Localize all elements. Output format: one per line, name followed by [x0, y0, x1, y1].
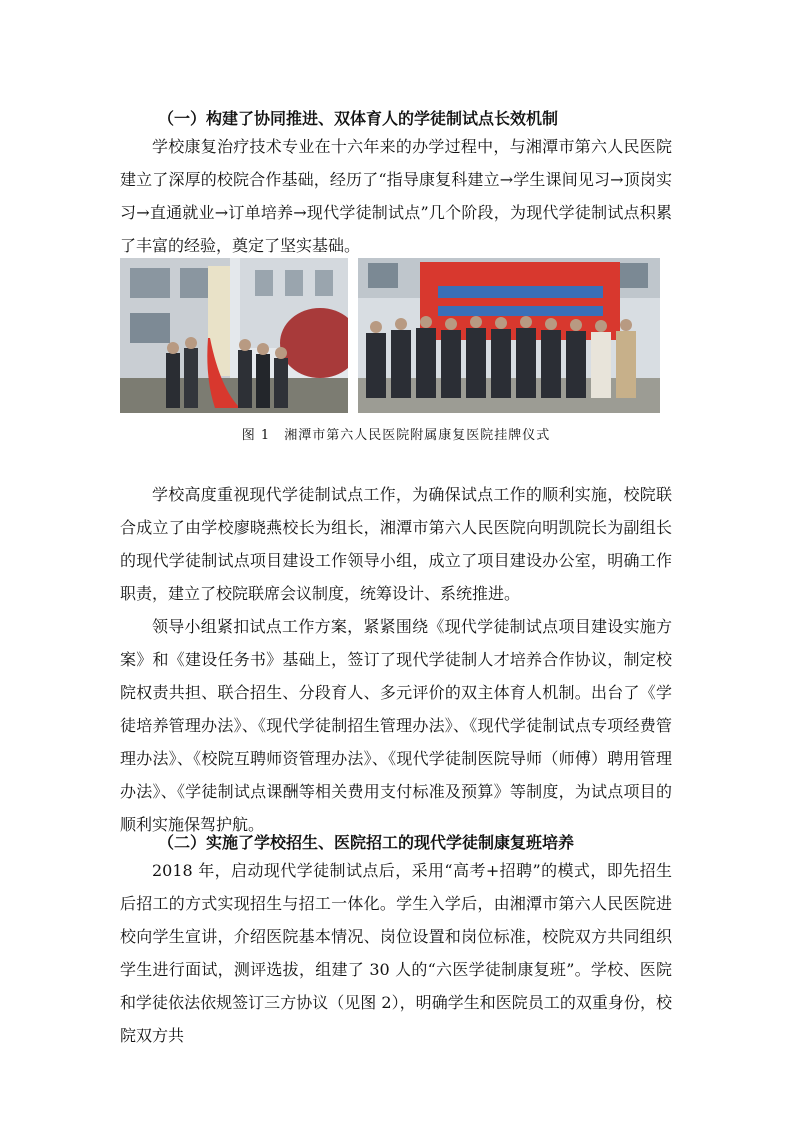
photo-plaque-unveiling	[120, 258, 348, 413]
section-1-paragraph-3: 领导小组紧扣试点工作方案，紧紧围绕《现代学徒制试点项目建设实施方案》和《建设任务书》基础上，签订了现代学徒制人才培养合作协议，制定校院权责共担、联合招生、分段育人、多元评价的双主体育人机制。出台了《学徒培养管理办法》、《现代学徒制招生管理办法》、《现代学徒制试点专项经费管理办法》、《校院互聘师资管理办法》、《现代学徒制医院导师（师傅）聘用管理办法》、《学徒制试点课酬等相关费用支付标准及预算》等制度，为试点项目的顺利实施保驾护航。	[120, 617, 672, 834]
section-2-heading: （二）实施了学校招生、医院招工的现代学徒制康复班培养	[158, 833, 575, 852]
section-2-paragraph-1: 2018 年，启动现代学徒制试点后，采用“高考+招聘”的模式，即先招生后招工的方式实现招生与招工一体化。学生入学后，由湘潭市第六人民医院进校向学生宣讲，介绍医院基本情况、岗位设置和岗位标准，校院双方共同组织学生进行面试，测评选拔，组建了 30 人的“六医学徒制康复班”。学校、医院和学徒依法依规签订三方协议（见图 2），明确学生和医院员工的双重身份，校院双方共	[120, 861, 672, 1045]
section-1-paragraph-2: 学校高度重视现代学徒制试点工作，为确保试点工作的顺利实施，校院联合成立了由学校廖晓燕校长为组长，湘潭市第六人民医院向明凯院长为副组长的现代学徒制试点项目建设工作领导小组，成立了项目建设办公室，明确工作职责，建立了校院联席会议制度，统筹设计、系统推进。	[120, 485, 672, 603]
section-1-heading: （一）构建了协同推进、双体育人的学徒制试点长效机制	[158, 109, 559, 128]
photo-group-ceremony	[358, 258, 660, 413]
section-1-paragraph-1: 学校康复治疗技术专业在十六年来的办学过程中，与湘潭市第六人民医院建立了深厚的校院合作基础，经历了“指导康复科建立→学生课间见习→顶岗实习→直通就业→订单培养→现代学徒制试点”几个阶段，为现代学徒制试点积累了丰富的经验，奠定了坚实基础。	[120, 137, 672, 255]
figure-1-caption: 图 1 湘潭市第六人民医院附属康复医院挂牌仪式	[241, 428, 551, 443]
